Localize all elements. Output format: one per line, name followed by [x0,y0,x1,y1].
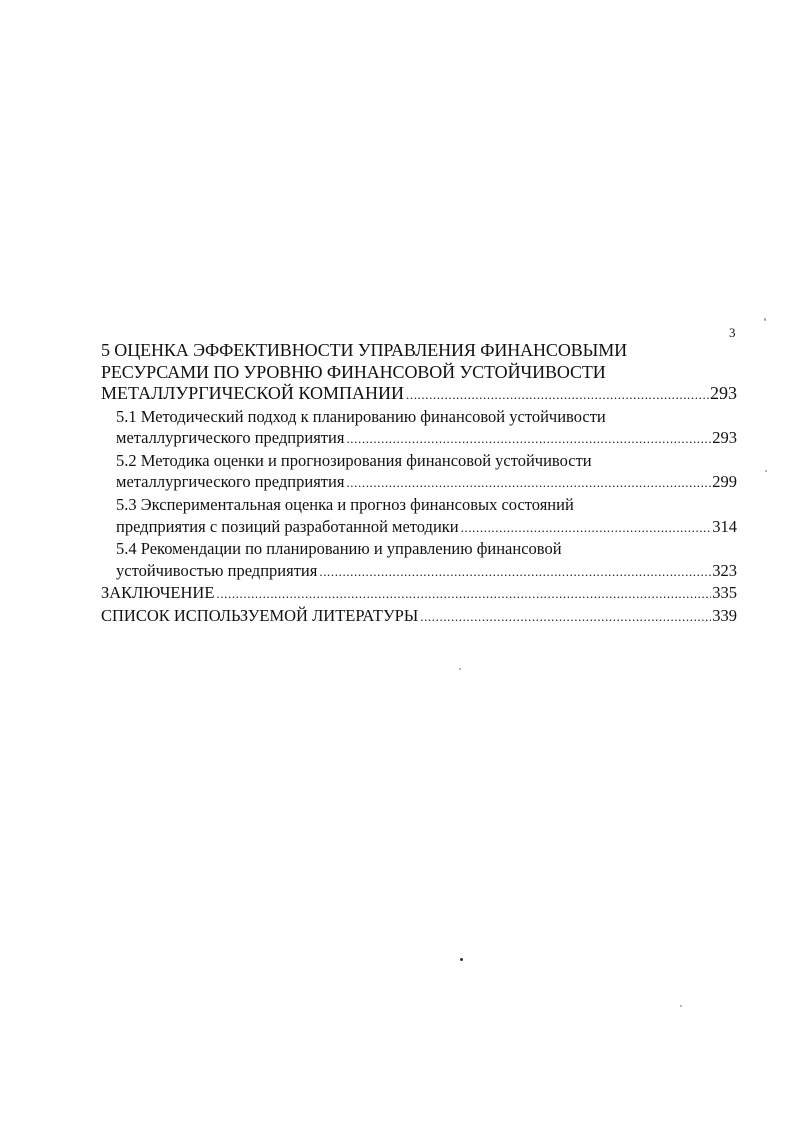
toc-entry-title-line: 5.4 Рекомендации по планированию и управлению финансовой [116,539,562,559]
toc-entry-conclusion[interactable] [101,582,737,605]
toc-entry-leader-line [101,516,737,539]
dot-leader [346,428,711,450]
toc-entry-bibliography[interactable] [101,605,737,628]
toc-page-number: 299 [712,472,737,492]
toc-page-number: 293 [712,428,737,448]
toc-entry-leader-line [101,560,737,583]
toc-entry-section-5-2[interactable] [101,450,737,494]
toc-entry-title-line: 5 ОЦЕНКА ЭФФЕКТИВНОСТИ УПРАВЛЕНИЯ ФИНАНСОВЫМИ [101,340,628,360]
toc-entry-title-line: ЗАКЛЮЧЕНИЕ [101,583,215,603]
toc-entry-section-5-4[interactable] [101,538,737,582]
toc-entry-title-line: 5.1 Методический подход к планированию финансовой устойчивости [116,406,606,426]
dot-leader [406,384,709,406]
toc-page-number: 323 [712,560,737,580]
dot-leader [319,561,711,583]
toc-entry-leader-line [101,471,737,494]
toc-entry-title-line: МЕТАЛЛУРГИЧЕСКОЙ КОМПАНИИ [101,383,404,403]
toc-entry-title-line: СПИСОК ИСПОЛЬЗУЕМОЙ ЛИТЕРАТУРЫ [101,605,419,625]
toc-entry-leader-line [101,383,737,406]
scan-speck [460,958,463,961]
scan-speck [764,318,766,321]
page-number: 3 [729,325,736,340]
toc-entry-section-5-1[interactable] [101,406,737,450]
toc-entry-title-line: РЕСУРСАМИ ПО УРОВНЮ ФИНАНСОВОЙ УСТОЙЧИВОСТИ [101,362,606,382]
toc-entry-title-line: 5.2 Методика оценки и прогнозирования финансовой устойчивости [116,450,592,470]
toc-entry-title-line: металлургического предприятия [116,472,345,492]
dot-leader [346,472,711,494]
dot-leader [420,606,711,628]
dot-leader [461,517,712,539]
toc-page-number: 339 [712,605,737,625]
toc-entry-leader-line [101,427,737,450]
toc-entry-leader-line [101,582,737,605]
toc-page-number: 293 [710,383,737,403]
toc-page-number: 314 [712,516,737,536]
table-of-contents [101,339,737,628]
toc-entry-title-line: предприятия с позиций разработанной методики [116,516,459,536]
scan-speck [459,668,461,670]
toc-page-number: 335 [712,583,737,603]
toc-entry-section-5-3[interactable] [101,494,737,538]
toc-entry-title-line: металлургического предприятия [116,428,345,448]
toc-entry-chapter-5[interactable] [101,339,737,406]
toc-entry-leader-line [101,605,737,628]
toc-entry-title-line: 5.3 Экспериментальная оценка и прогноз финансовых состояний [116,494,574,514]
toc-entry-title-line: устойчивостью предприятия [116,560,318,580]
scan-speck [765,470,767,472]
dot-leader [216,583,711,605]
scan-speck [680,1005,682,1007]
